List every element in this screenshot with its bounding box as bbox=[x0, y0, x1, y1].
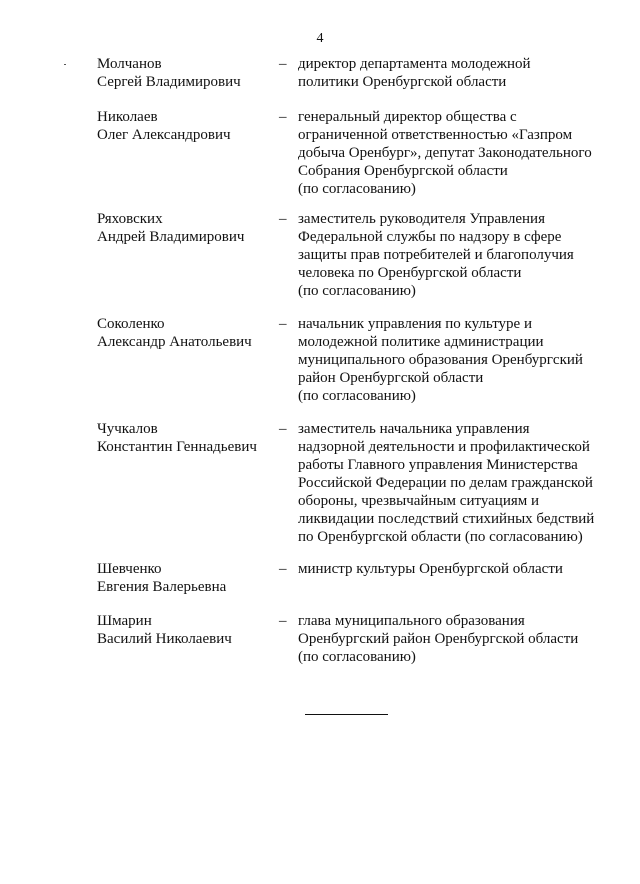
member-position bbox=[298, 315, 608, 405]
member-position bbox=[298, 108, 608, 198]
member-position-line: ликвидации последствий стихийных бедствий bbox=[298, 511, 595, 527]
member-position bbox=[298, 210, 608, 300]
member-name bbox=[97, 55, 272, 91]
member-position-line: глава муниципального образования bbox=[298, 613, 525, 629]
member-position-line: генеральный директор общества с bbox=[298, 109, 517, 125]
member-name bbox=[97, 210, 272, 246]
member-position-line: министр культуры Оренбургской области bbox=[298, 561, 563, 577]
member-name bbox=[97, 315, 272, 351]
member-surname: Николаев bbox=[97, 109, 158, 125]
member-position-line: муниципального образования Оренбургский bbox=[298, 352, 583, 368]
member-position-line: Оренбургский район Оренбургской области bbox=[298, 631, 579, 647]
closing-rule bbox=[305, 714, 388, 715]
member-given-names: Константин Геннадьевич bbox=[97, 439, 257, 455]
member-surname: Шмарин bbox=[97, 613, 152, 629]
member-position-line: начальник управления по культуре и bbox=[298, 316, 532, 332]
member-position bbox=[298, 560, 608, 578]
member-position-line: (по согласованию) bbox=[298, 388, 416, 404]
member-name bbox=[97, 612, 272, 648]
member-name bbox=[97, 560, 272, 596]
member-position-line: (по согласованию) bbox=[298, 283, 416, 299]
page-number: 4 bbox=[316, 31, 324, 46]
member-given-names: Евгения Валерьевна bbox=[97, 579, 227, 595]
member-position-line: обороны, чрезвычайным ситуациям и bbox=[298, 493, 540, 509]
member-dash: – bbox=[279, 56, 287, 72]
scan-mark bbox=[64, 64, 66, 65]
member-surname: Шевченко bbox=[97, 561, 162, 577]
member-given-names: Александр Анатольевич bbox=[97, 334, 252, 350]
member-position-line: (по согласованию) bbox=[298, 181, 416, 197]
member-position-line: добыча Оренбург», депутат Законодательного bbox=[298, 145, 592, 161]
member-dash: – bbox=[279, 613, 287, 629]
member-given-names: Василий Николаевич bbox=[97, 631, 232, 647]
member-name bbox=[97, 420, 272, 456]
member-position-line: район Оренбургской области bbox=[298, 370, 484, 386]
member-position-line: работы Главного управления Министерства bbox=[298, 457, 578, 473]
member-position-line: защиты прав потребителей и благополучия bbox=[298, 247, 574, 263]
member-position-line: политики Оренбургской области bbox=[298, 74, 507, 90]
member-position-line: Собрания Оренбургской области bbox=[298, 163, 508, 179]
member-given-names: Олег Александрович bbox=[97, 127, 231, 143]
member-position-line: заместитель руководителя Управления bbox=[298, 211, 545, 227]
member-position-line: по Оренбургской области (по согласованию) bbox=[298, 529, 583, 545]
member-position bbox=[298, 420, 608, 546]
member-position-line: Федеральной службы по надзору в сфере bbox=[298, 229, 562, 245]
member-surname: Чучкалов bbox=[97, 421, 158, 437]
member-position-line: надзорной деятельности и профилактической bbox=[298, 439, 590, 455]
member-position-line: директор департамента молодежной bbox=[298, 56, 531, 72]
member-surname: Соколенко bbox=[97, 316, 165, 332]
member-position-line: человека по Оренбургской области bbox=[298, 265, 522, 281]
member-given-names: Андрей Владимирович bbox=[97, 229, 245, 245]
member-position bbox=[298, 55, 608, 91]
member-dash: – bbox=[279, 109, 287, 125]
member-surname: Молчанов bbox=[97, 56, 162, 72]
member-position-line: Российской Федерации по делам гражданской bbox=[298, 475, 593, 491]
member-dash: – bbox=[279, 421, 287, 437]
member-name bbox=[97, 108, 272, 144]
member-surname: Ряховских bbox=[97, 211, 163, 227]
member-position-line: ограниченной ответственностью «Газпром bbox=[298, 127, 573, 143]
member-position-line: заместитель начальника управления bbox=[298, 421, 530, 437]
member-given-names: Сергей Владимирович bbox=[97, 74, 241, 90]
member-dash: – bbox=[279, 561, 287, 577]
member-position bbox=[298, 612, 608, 666]
member-dash: – bbox=[279, 211, 287, 227]
member-position-line: молодежной политике администрации bbox=[298, 334, 544, 350]
member-dash: – bbox=[279, 316, 287, 332]
member-position-line: (по согласованию) bbox=[298, 649, 416, 665]
